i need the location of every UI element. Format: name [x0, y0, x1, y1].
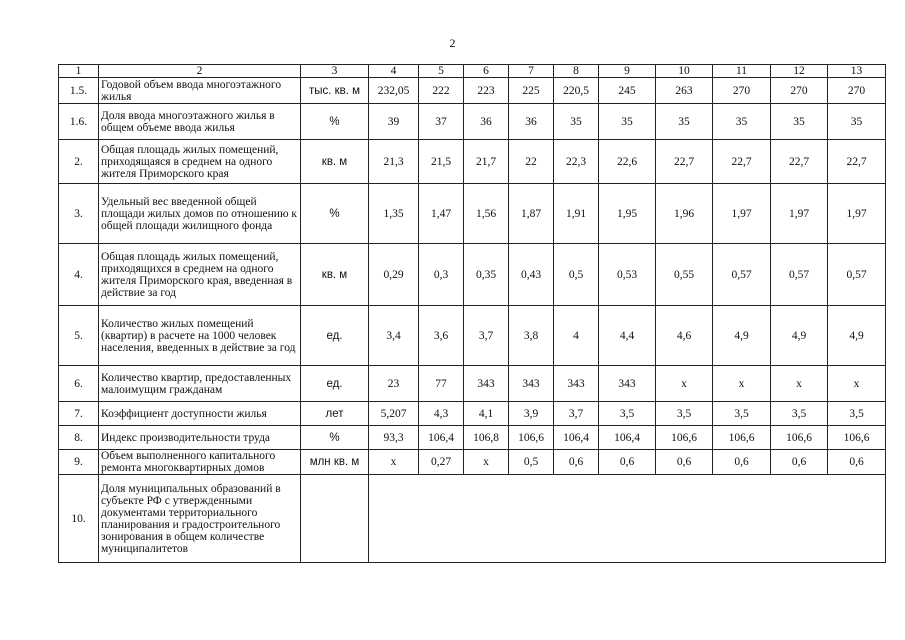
- page-number: 2: [449, 36, 456, 50]
- table-row: [59, 184, 886, 244]
- column-header: 10: [656, 65, 713, 78]
- value-cell: 1,95: [599, 184, 656, 244]
- indicator-name: Индекс производительности труда: [99, 426, 301, 450]
- row-number: 4.: [59, 244, 99, 306]
- value-cell: 36: [509, 104, 554, 140]
- value-cell: 3,5: [713, 402, 771, 426]
- table-row: [59, 426, 886, 450]
- row-number: 7.: [59, 402, 99, 426]
- row-number: 5.: [59, 306, 99, 366]
- value-cell: 106,4: [419, 426, 464, 450]
- value-cell: 22,7: [656, 140, 713, 184]
- value-cell: 223: [464, 78, 509, 104]
- value-cell: 270: [828, 78, 886, 104]
- value-cell: 22: [509, 140, 554, 184]
- column-header: 2: [99, 65, 301, 78]
- value-cell: 0,35: [464, 244, 509, 306]
- value-cell: 0,57: [828, 244, 886, 306]
- value-cell: 21,7: [464, 140, 509, 184]
- column-header: 1: [59, 65, 99, 78]
- row-number: 1.5.: [59, 78, 99, 104]
- value-cell: 343: [464, 366, 509, 402]
- column-header: 11: [713, 65, 771, 78]
- unit-cell: кв. м: [301, 244, 369, 306]
- value-cell: 106,6: [771, 426, 828, 450]
- table-row: [59, 78, 886, 104]
- value-cell: 0,55: [656, 244, 713, 306]
- value-cell: 0,57: [771, 244, 828, 306]
- value-cell: 106,6: [509, 426, 554, 450]
- value-cell: 1,91: [554, 184, 599, 244]
- value-cell: 23: [369, 366, 419, 402]
- unit-cell: тыс. кв. м: [301, 78, 369, 104]
- value-cell: 1,97: [828, 184, 886, 244]
- value-cell: 0,27: [419, 450, 464, 475]
- value-cell: 3,8: [509, 306, 554, 366]
- value-cell: 1,97: [771, 184, 828, 244]
- value-cell: 3,6: [419, 306, 464, 366]
- column-header: 7: [509, 65, 554, 78]
- value-cell: 0,6: [828, 450, 886, 475]
- value-cell: 37: [419, 104, 464, 140]
- value-cell: 3,9: [509, 402, 554, 426]
- value-cell: 0,57: [713, 244, 771, 306]
- table-row: [59, 306, 886, 366]
- value-cell: 93,3: [369, 426, 419, 450]
- column-header: 4: [369, 65, 419, 78]
- value-cell: 343: [599, 366, 656, 402]
- unit-cell: %: [301, 426, 369, 450]
- value-cell: 220,5: [554, 78, 599, 104]
- unit-cell: ед.: [301, 306, 369, 366]
- value-cell: 1,87: [509, 184, 554, 244]
- indicator-name: Количество жилых помещений (квартир) в расчете на 1000 человек населения, введенных в действие за год: [99, 306, 301, 366]
- header-row: [59, 65, 886, 78]
- value-cell: х: [369, 450, 419, 475]
- indicator-name: Общая площадь жилых помещений, приходящаяся в среднем на одного жителя Приморского края: [99, 140, 301, 184]
- value-cell: 4,9: [713, 306, 771, 366]
- table-row: [59, 366, 886, 402]
- value-cell: х: [656, 366, 713, 402]
- value-cell: 0,6: [599, 450, 656, 475]
- value-cell: 343: [554, 366, 599, 402]
- unit-cell: кв. м: [301, 140, 369, 184]
- table-row: [59, 104, 886, 140]
- value-cell: 106,4: [599, 426, 656, 450]
- value-cell: 35: [828, 104, 886, 140]
- value-cell: 4,3: [419, 402, 464, 426]
- unit-cell: ед.: [301, 366, 369, 402]
- indicator-name: Количество квартир, предоставленных малоимущим гражданам: [99, 366, 301, 402]
- table-row: [59, 140, 886, 184]
- indicator-name: Удельный вес введенной общей площади жилых домов по отношению к общей площади жилищного фонда: [99, 184, 301, 244]
- value-cell: 0,6: [771, 450, 828, 475]
- value-cell: 106,6: [656, 426, 713, 450]
- value-cell: 0,29: [369, 244, 419, 306]
- row-number: 2.: [59, 140, 99, 184]
- value-cell: 106,8: [464, 426, 509, 450]
- value-cell: 245: [599, 78, 656, 104]
- value-cell: 4,9: [771, 306, 828, 366]
- value-cell: 270: [713, 78, 771, 104]
- indicator-name: Коэффициент доступности жилья: [99, 402, 301, 426]
- value-cell: 22,6: [599, 140, 656, 184]
- value-cell: 232,05: [369, 78, 419, 104]
- value-cell: 21,5: [419, 140, 464, 184]
- value-cell: 3,5: [656, 402, 713, 426]
- value-cell: 222: [419, 78, 464, 104]
- column-header: 3: [301, 65, 369, 78]
- value-cell: 4,1: [464, 402, 509, 426]
- value-cell: 0,43: [509, 244, 554, 306]
- value-cell: 35: [771, 104, 828, 140]
- table-row: [59, 475, 886, 563]
- column-header: 12: [771, 65, 828, 78]
- value-cell: 5,207: [369, 402, 419, 426]
- value-cell: 1,96: [656, 184, 713, 244]
- unit-cell: млн кв. м: [301, 450, 369, 475]
- row-number: 9.: [59, 450, 99, 475]
- value-cell: 22,7: [713, 140, 771, 184]
- row-number: 10.: [59, 475, 99, 563]
- value-cell: 35: [656, 104, 713, 140]
- value-cell: 22,3: [554, 140, 599, 184]
- column-header: 13: [828, 65, 886, 78]
- value-cell: 1,97: [713, 184, 771, 244]
- value-cell: 4,6: [656, 306, 713, 366]
- indicator-name: Доля муниципальных образований в субъекте РФ с утвержденными документами территориального планирования и градостроительного зонирования в общем количестве муниципалитетов: [99, 475, 301, 563]
- value-cell: 106,4: [554, 426, 599, 450]
- row-number: 8.: [59, 426, 99, 450]
- value-cell: 21,3: [369, 140, 419, 184]
- column-header: 8: [554, 65, 599, 78]
- value-cell: 77: [419, 366, 464, 402]
- column-header: 9: [599, 65, 656, 78]
- value-cell: 3,5: [771, 402, 828, 426]
- value-cell: 3,7: [464, 306, 509, 366]
- unit-cell: [301, 475, 369, 563]
- value-cell: 106,6: [828, 426, 886, 450]
- indicators-table: [58, 64, 886, 563]
- table-row: [59, 244, 886, 306]
- value-cell: 0,5: [554, 244, 599, 306]
- indicator-name: Общая площадь жилых помещений, приходящихся в среднем на одного жителя Приморского края, введенная в действие за год: [99, 244, 301, 306]
- value-cell: 0,6: [713, 450, 771, 475]
- value-cell: 1,56: [464, 184, 509, 244]
- value-cell: х: [464, 450, 509, 475]
- empty-values-cell: [369, 475, 886, 563]
- value-cell: 0,53: [599, 244, 656, 306]
- unit-cell: %: [301, 104, 369, 140]
- value-cell: 263: [656, 78, 713, 104]
- value-cell: 22,7: [771, 140, 828, 184]
- value-cell: 3,5: [599, 402, 656, 426]
- value-cell: 4,9: [828, 306, 886, 366]
- value-cell: 0,6: [656, 450, 713, 475]
- value-cell: 3,5: [828, 402, 886, 426]
- value-cell: 1,47: [419, 184, 464, 244]
- row-number: 1.6.: [59, 104, 99, 140]
- unit-cell: %: [301, 184, 369, 244]
- row-number: 6.: [59, 366, 99, 402]
- value-cell: 35: [599, 104, 656, 140]
- value-cell: 39: [369, 104, 419, 140]
- value-cell: 36: [464, 104, 509, 140]
- value-cell: 3,7: [554, 402, 599, 426]
- value-cell: 35: [554, 104, 599, 140]
- value-cell: 0,3: [419, 244, 464, 306]
- value-cell: 343: [509, 366, 554, 402]
- table-row: [59, 450, 886, 475]
- value-cell: х: [771, 366, 828, 402]
- value-cell: 0,6: [554, 450, 599, 475]
- value-cell: 1,35: [369, 184, 419, 244]
- value-cell: 225: [509, 78, 554, 104]
- value-cell: 35: [713, 104, 771, 140]
- value-cell: х: [713, 366, 771, 402]
- value-cell: 4,4: [599, 306, 656, 366]
- column-header: 5: [419, 65, 464, 78]
- indicator-name: Доля ввода многоэтажного жилья в общем объеме ввода жилья: [99, 104, 301, 140]
- indicator-name: Годовой объем ввода многоэтажного жилья: [99, 78, 301, 104]
- unit-cell: лет: [301, 402, 369, 426]
- column-header: 6: [464, 65, 509, 78]
- value-cell: 0,5: [509, 450, 554, 475]
- value-cell: 270: [771, 78, 828, 104]
- value-cell: 106,6: [713, 426, 771, 450]
- value-cell: 3,4: [369, 306, 419, 366]
- value-cell: 22,7: [828, 140, 886, 184]
- table-row: [59, 402, 886, 426]
- row-number: 3.: [59, 184, 99, 244]
- value-cell: х: [828, 366, 886, 402]
- value-cell: 4: [554, 306, 599, 366]
- indicator-name: Объем выполненного капитального ремонта многоквартирных домов: [99, 450, 301, 475]
